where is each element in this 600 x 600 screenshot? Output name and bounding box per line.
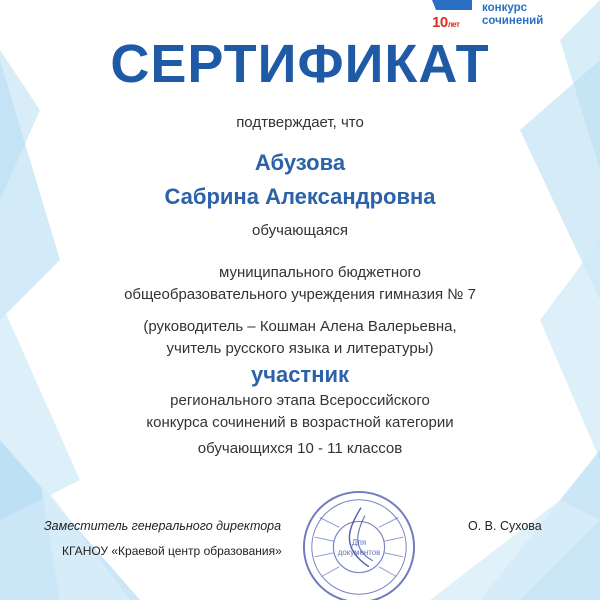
svg-text:Для: Для <box>351 538 367 548</box>
stage-line-2: конкурса сочинений в возрастной категории <box>146 414 454 431</box>
official-stamp-icon <box>300 488 418 600</box>
svg-text:документов: документов <box>337 547 381 557</box>
confirms-text: подтверждает, что <box>236 114 364 131</box>
signer-organization: КГАНОУ «Краевой центр образования» <box>62 544 282 558</box>
logo-text: конкурс сочинений <box>482 2 544 27</box>
logo-flag-shape <box>432 0 472 10</box>
mentor-line-2: учитель русского языка и литературы) <box>166 340 434 357</box>
recipient-surname: Абузова <box>254 150 346 175</box>
certificate-title: СЕРТИФИКАТ <box>110 34 490 94</box>
mentor-line-1: (руководитель – Кошман Алена Валерьевна, <box>143 318 457 335</box>
school-line-1: муниципального бюджетного <box>218 264 422 281</box>
signer-name: О. В. Сухова <box>468 519 542 533</box>
school-line-2: общеобразовательного учреждения гимназия № 7 <box>124 286 476 303</box>
signer-title: Заместитель генерального директора <box>44 519 282 533</box>
recipient-given-names: Сабрина Александровна <box>164 184 436 209</box>
stage-line-1: регионального этапа Всероссийского <box>170 392 430 409</box>
logo-years: 10лет <box>432 14 460 31</box>
participation-role: участник <box>250 362 350 387</box>
recipient-status: обучающаяся <box>252 222 348 239</box>
stage-line-3: обучающихся 10 - 11 классов <box>197 440 403 457</box>
